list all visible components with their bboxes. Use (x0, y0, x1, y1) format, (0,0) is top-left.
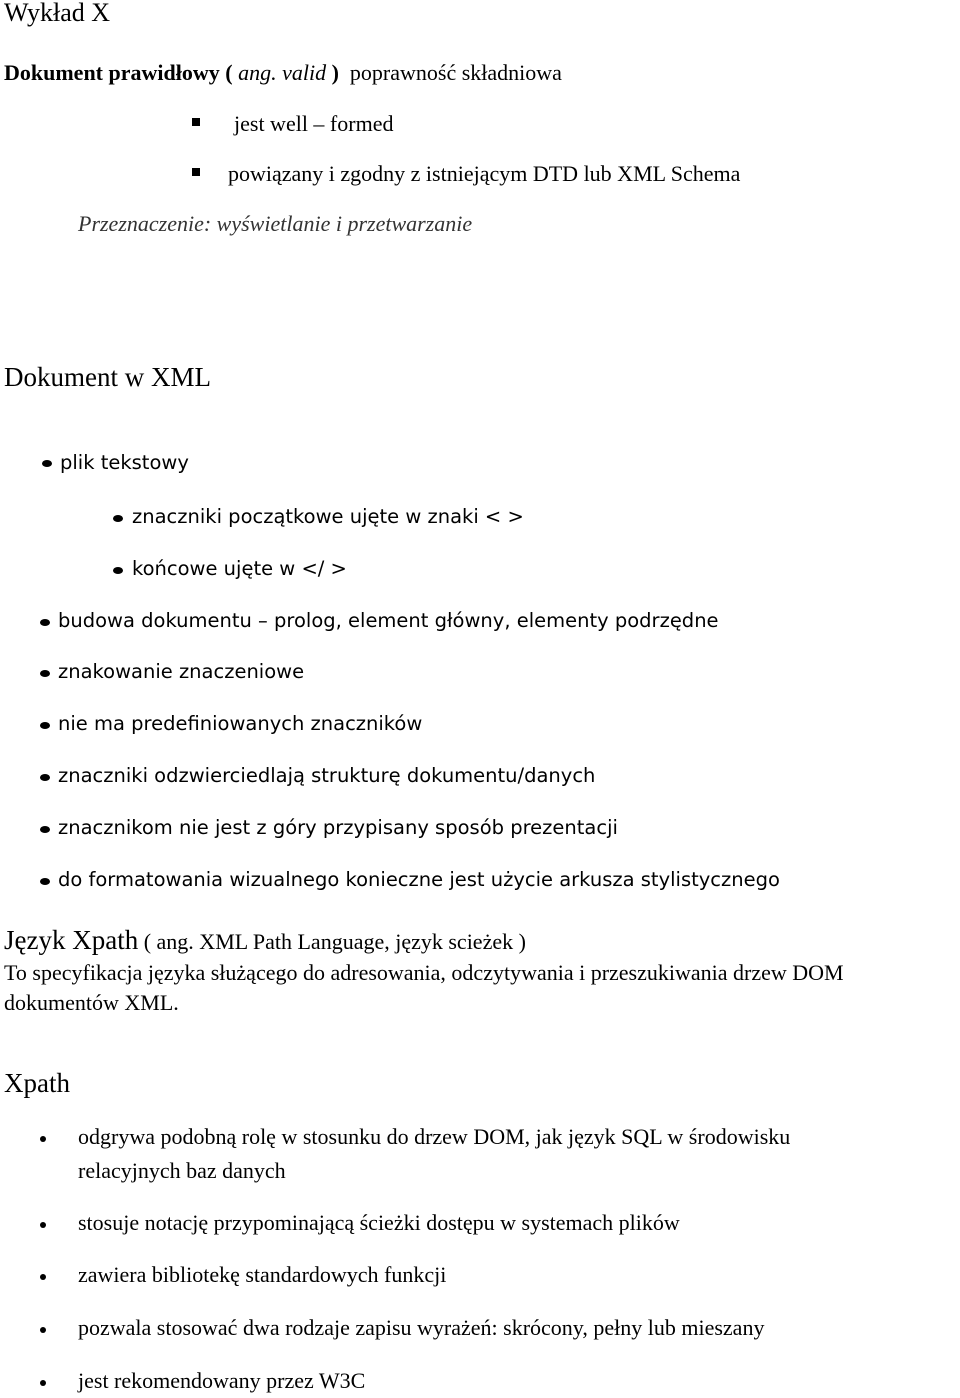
xml-sub-item: końcowe ujęte w </ > (132, 557, 347, 580)
bullet-icon (40, 826, 50, 833)
bullet-icon (40, 670, 50, 677)
valid-term-english: ang. valid (232, 60, 332, 85)
xpath-language-title: Język Xpath (4, 925, 139, 955)
xml-sub-item: znaczniki początkowe ujęte w znaki < > (132, 505, 524, 528)
purpose-text: Przeznaczenie: wyświetlanie i przetwarzanie (78, 211, 473, 236)
bullet-icon (113, 567, 123, 574)
xpath-item: odgrywa podobną rolę w stosunku do drzew DOM, jak język SQL w środowisku (78, 1124, 791, 1149)
square-bullet-icon (192, 118, 200, 126)
xpath-item: stosuje notację przypominającą ścieżki dostępu w systemach plików (78, 1210, 680, 1235)
bullet-icon (42, 460, 52, 467)
valid-item: jest well – formed (234, 111, 394, 136)
xpath-item: jest rekomendowany przez W3C (78, 1368, 366, 1393)
xpath-description-line: dokumentów XML. (4, 990, 179, 1015)
valid-term-close: ) (331, 60, 339, 85)
xpath-language-heading (4, 925, 526, 956)
bullet-icon (40, 722, 50, 729)
bullet-icon (40, 1274, 46, 1280)
xpath-item: zawiera bibliotekę standardowych funkcji (78, 1262, 447, 1287)
bullet-icon (113, 515, 123, 522)
bullet-icon (40, 878, 50, 885)
xpath-item-continuation: relacyjnych baz danych (78, 1158, 286, 1183)
xml-item: znaczniki odzwierciedlają strukturę dokumentu/danych (58, 764, 596, 787)
page-title: Wykład X (4, 0, 111, 27)
xml-item: budowa dokumentu – prolog, element główny, elementy podrzędne (58, 609, 719, 632)
valid-term: Dokument prawidłowy ( (4, 60, 233, 85)
bullet-icon (40, 1327, 46, 1333)
bullet-icon (40, 1380, 46, 1386)
bullet-icon (40, 1136, 46, 1142)
xml-heading: Dokument w XML (4, 362, 211, 392)
valid-definition (4, 60, 562, 86)
bullet-icon (40, 774, 50, 781)
xml-item: plik tekstowy (60, 451, 189, 474)
xpath-description-line: To specyfikacja języka służącego do adresowania, odczytywania i przeszukiwania drzew DOM (4, 960, 844, 985)
square-bullet-icon (192, 168, 200, 176)
xml-item: znakowanie znaczeniowe (58, 660, 305, 683)
bullet-icon (40, 619, 50, 626)
xpath-language-subtitle: ( ang. XML Path Language, język scieżek ) (138, 929, 526, 954)
xpath-heading: Xpath (4, 1068, 70, 1098)
valid-description: poprawność składniowa (349, 60, 562, 85)
valid-item: powiązany i zgodny z istniejącym DTD lub XML Schema (228, 161, 741, 186)
bullet-icon (40, 1222, 46, 1228)
xpath-item: pozwala stosować dwa rodzaje zapisu wyrażeń: skrócony, pełny lub mieszany (78, 1315, 765, 1340)
xml-item: znacznikom nie jest z góry przypisany sposób prezentacji (58, 816, 618, 839)
xml-item: nie ma predefiniowanych znaczników (58, 712, 423, 735)
xml-item: do formatowania wizualnego konieczne jest użycie arkusza stylistycznego (58, 868, 780, 891)
